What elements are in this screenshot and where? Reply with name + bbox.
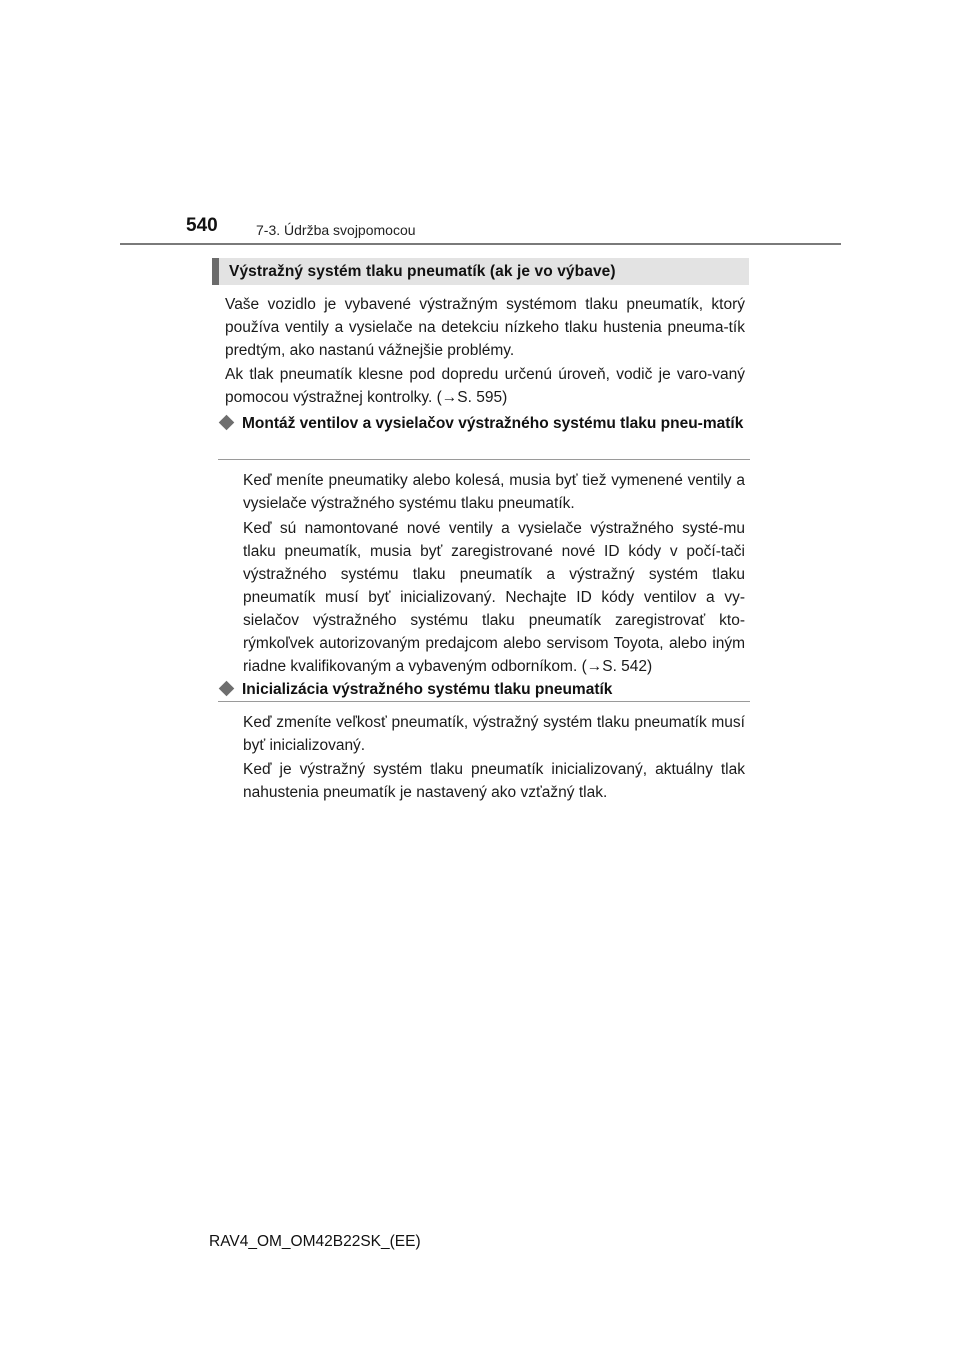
diamond-bullet-icon bbox=[218, 681, 234, 697]
subsection-2-paragraph-1: Keď zmeníte veľkosť pneumatík, výstražný systém tlaku pneumatík musí byť inicializovaný. bbox=[243, 714, 745, 754]
section-title: Výstražný systém tlaku pneumatík (ak je vo výbave) bbox=[229, 262, 616, 280]
subsection-title: Inicializácia výstražného systému tlaku pneumatík bbox=[242, 681, 613, 698]
subsection-1-paragraph-2: Keď sú namontované nové ventily a vysielače výstražného systé-mu tlaku pneumatík, musia byť zaregistrované nové ID kódy v počí-tači výstražného systému tlaku pneumatík a výstražný systém tlaku pneumatík musí byť inicializovaný. Nechajte ID kódy ventilov a vy-sielačov výstražného systému tlaku pneumatík zaregistrovať kto-rýmkoľvek autorizovaným predajcom alebo servisom Toyota, alebo iným riadne kvalifikovaným a vybaveným odborníkom. (→S. 542) bbox=[243, 520, 745, 675]
header-rule bbox=[120, 243, 841, 245]
footer-doc-code: RAV4_OM_OM42B22SK_(EE) bbox=[209, 1233, 421, 1250]
subsection-title: Montáž ventilov a vysielačov výstražného systému tlaku pneu-matík bbox=[242, 415, 744, 432]
page-number: 540 bbox=[186, 215, 218, 236]
subsection-2-paragraph-2: Keď je výstražný systém tlaku pneumatík inicializovaný, aktuálny tlak nahustenia pneumatík je nastavený ako vzťažný tlak. bbox=[243, 761, 745, 801]
intro-paragraph-1: Vaše vozidlo je vybavené výstražným systémom tlaku pneumatík, ktorý používa ventily a vysielače na detekciu nízkeho tlaku hustenia pneuma-tík predtým, ako nastanú vážnejšie problémy. bbox=[225, 296, 745, 359]
diamond-bullet-icon bbox=[218, 415, 234, 431]
intro-paragraph-2: Ak tlak pneumatík klesne pod dopredu určenú úroveň, vodič je varo-vaný pomocou výstražnej kontrolky. (→S. 595) bbox=[225, 366, 745, 406]
section-header-bar bbox=[212, 258, 749, 285]
subsection-heading-1 bbox=[218, 412, 750, 460]
chapter-title: 7-3. Údržba svojpomocou bbox=[256, 222, 416, 238]
subsection-heading-2 bbox=[218, 678, 750, 702]
subsection-1-paragraph-1: Keď meníte pneumatiky alebo kolesá, musia byť tiež vymenené ventily a vysielače výstražného systému tlaku pneumatík. bbox=[243, 472, 745, 512]
